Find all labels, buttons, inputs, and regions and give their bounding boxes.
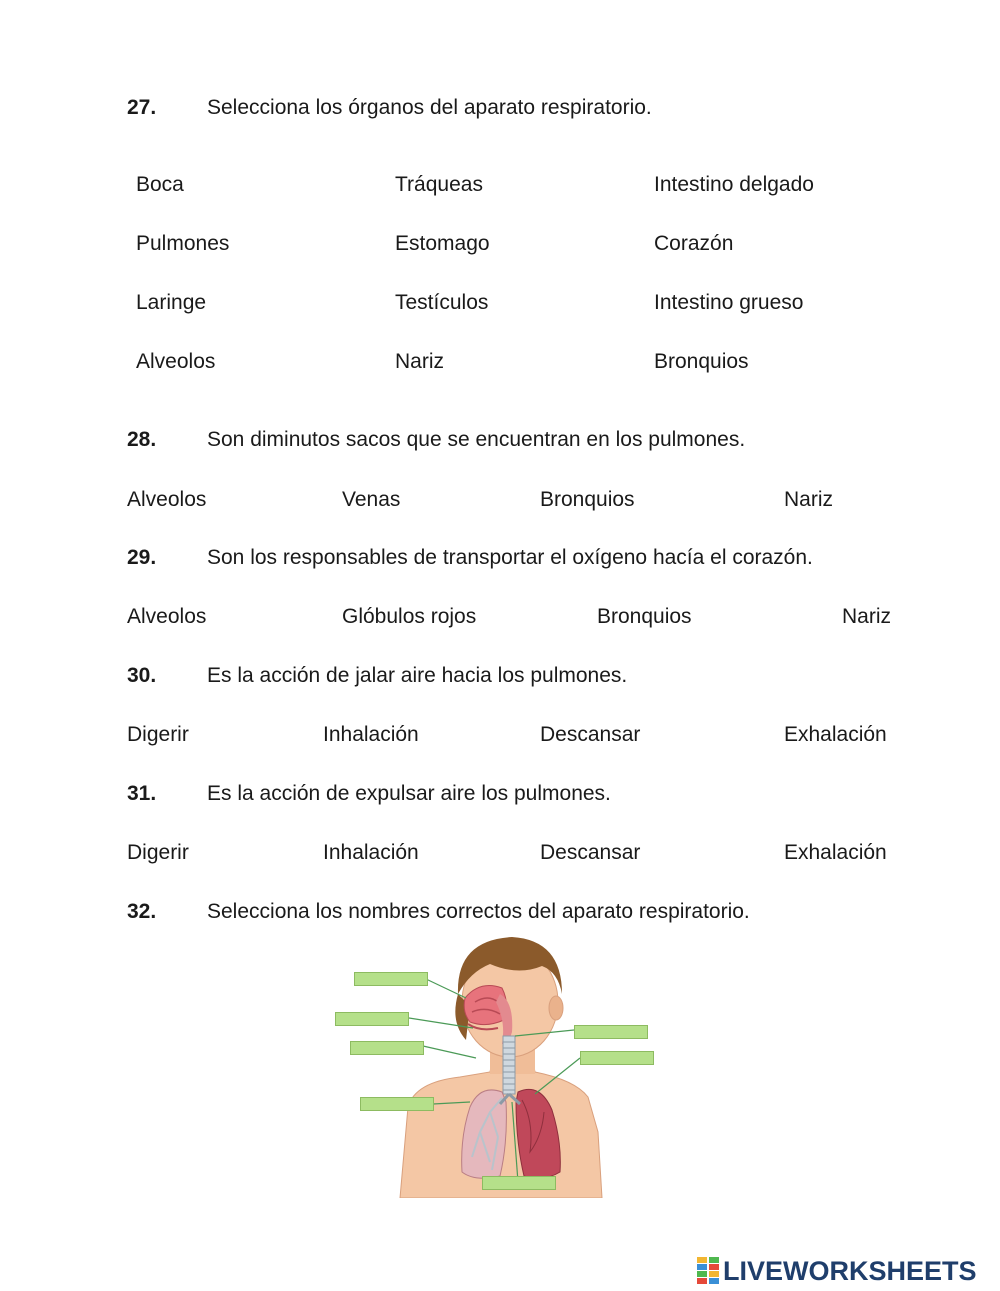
q31-option-inhalacion[interactable]: Inhalación bbox=[323, 841, 419, 864]
q29-option-globulos-rojos[interactable]: Glóbulos rojos bbox=[342, 605, 477, 628]
q27-option-bronquios[interactable]: Bronquios bbox=[654, 350, 749, 373]
diagram-label-box-1[interactable] bbox=[354, 972, 428, 986]
q27-option-estomago[interactable]: Estomago bbox=[395, 232, 490, 255]
diagram-label-box-2[interactable] bbox=[335, 1012, 409, 1026]
q31-option-digerir[interactable]: Digerir bbox=[127, 841, 189, 864]
question-30-number: 30. bbox=[127, 664, 157, 687]
question-28-text: Son diminutos sacos que se encuentran en los pulmones. bbox=[207, 428, 746, 451]
liveworksheets-logo-icon bbox=[697, 1257, 719, 1285]
question-32-number: 32. bbox=[127, 900, 157, 923]
question-29-number: 29. bbox=[127, 546, 157, 569]
q27-option-pulmones[interactable]: Pulmones bbox=[136, 232, 230, 255]
q31-option-exhalacion[interactable]: Exhalación bbox=[784, 841, 887, 864]
question-29-text: Son los responsables de transportar el oxígeno hacía el corazón. bbox=[207, 546, 813, 569]
q29-option-alveolos[interactable]: Alveolos bbox=[127, 605, 207, 628]
question-30-text: Es la acción de jalar aire hacia los pulmones. bbox=[207, 664, 628, 687]
diagram-label-box-3[interactable] bbox=[350, 1041, 424, 1055]
q27-option-intestino-delgado[interactable]: Intestino delgado bbox=[654, 173, 814, 196]
q27-option-traqueas[interactable]: Tráqueas bbox=[395, 173, 483, 196]
q31-option-descansar[interactable]: Descansar bbox=[540, 841, 641, 864]
q27-option-testiculos[interactable]: Testículos bbox=[395, 291, 489, 314]
q30-option-exhalacion[interactable]: Exhalación bbox=[784, 723, 887, 746]
respiratory-system-diagram bbox=[330, 932, 660, 1198]
q27-option-nariz[interactable]: Nariz bbox=[395, 350, 445, 373]
q27-option-intestino-grueso[interactable]: Intestino grueso bbox=[654, 291, 804, 314]
q28-option-venas[interactable]: Venas bbox=[342, 488, 401, 511]
q29-option-nariz[interactable]: Nariz bbox=[842, 605, 892, 628]
q27-option-alveolos[interactable]: Alveolos bbox=[136, 350, 216, 373]
liveworksheets-logo-text: LIVEWORKSHEETS bbox=[723, 1255, 977, 1286]
diagram-label-box-5[interactable] bbox=[574, 1025, 648, 1039]
question-32-text: Selecciona los nombres correctos del aparato respiratorio. bbox=[207, 900, 750, 923]
question-28-number: 28. bbox=[127, 428, 157, 451]
q28-option-alveolos[interactable]: Alveolos bbox=[127, 488, 207, 511]
question-31-number: 31. bbox=[127, 782, 157, 805]
q28-option-nariz[interactable]: Nariz bbox=[784, 488, 834, 511]
q30-option-inhalacion[interactable]: Inhalación bbox=[323, 723, 419, 746]
q27-option-boca[interactable]: Boca bbox=[136, 173, 184, 196]
diagram-label-box-4[interactable] bbox=[360, 1097, 434, 1111]
q29-option-bronquios[interactable]: Bronquios bbox=[597, 605, 692, 628]
q28-option-bronquios[interactable]: Bronquios bbox=[540, 488, 635, 511]
q27-option-laringe[interactable]: Laringe bbox=[136, 291, 207, 314]
liveworksheets-logo bbox=[697, 1254, 977, 1288]
q27-option-corazon[interactable]: Corazón bbox=[654, 232, 734, 255]
question-27-number: 27. bbox=[127, 96, 157, 119]
question-27-text: Selecciona los órganos del aparato respiratorio. bbox=[207, 96, 652, 119]
diagram-label-box-6[interactable] bbox=[580, 1051, 654, 1065]
question-31-text: Es la acción de expulsar aire los pulmones. bbox=[207, 782, 611, 805]
diagram-label-box-7[interactable] bbox=[482, 1176, 556, 1190]
q30-option-descansar[interactable]: Descansar bbox=[540, 723, 641, 746]
q30-option-digerir[interactable]: Digerir bbox=[127, 723, 189, 746]
